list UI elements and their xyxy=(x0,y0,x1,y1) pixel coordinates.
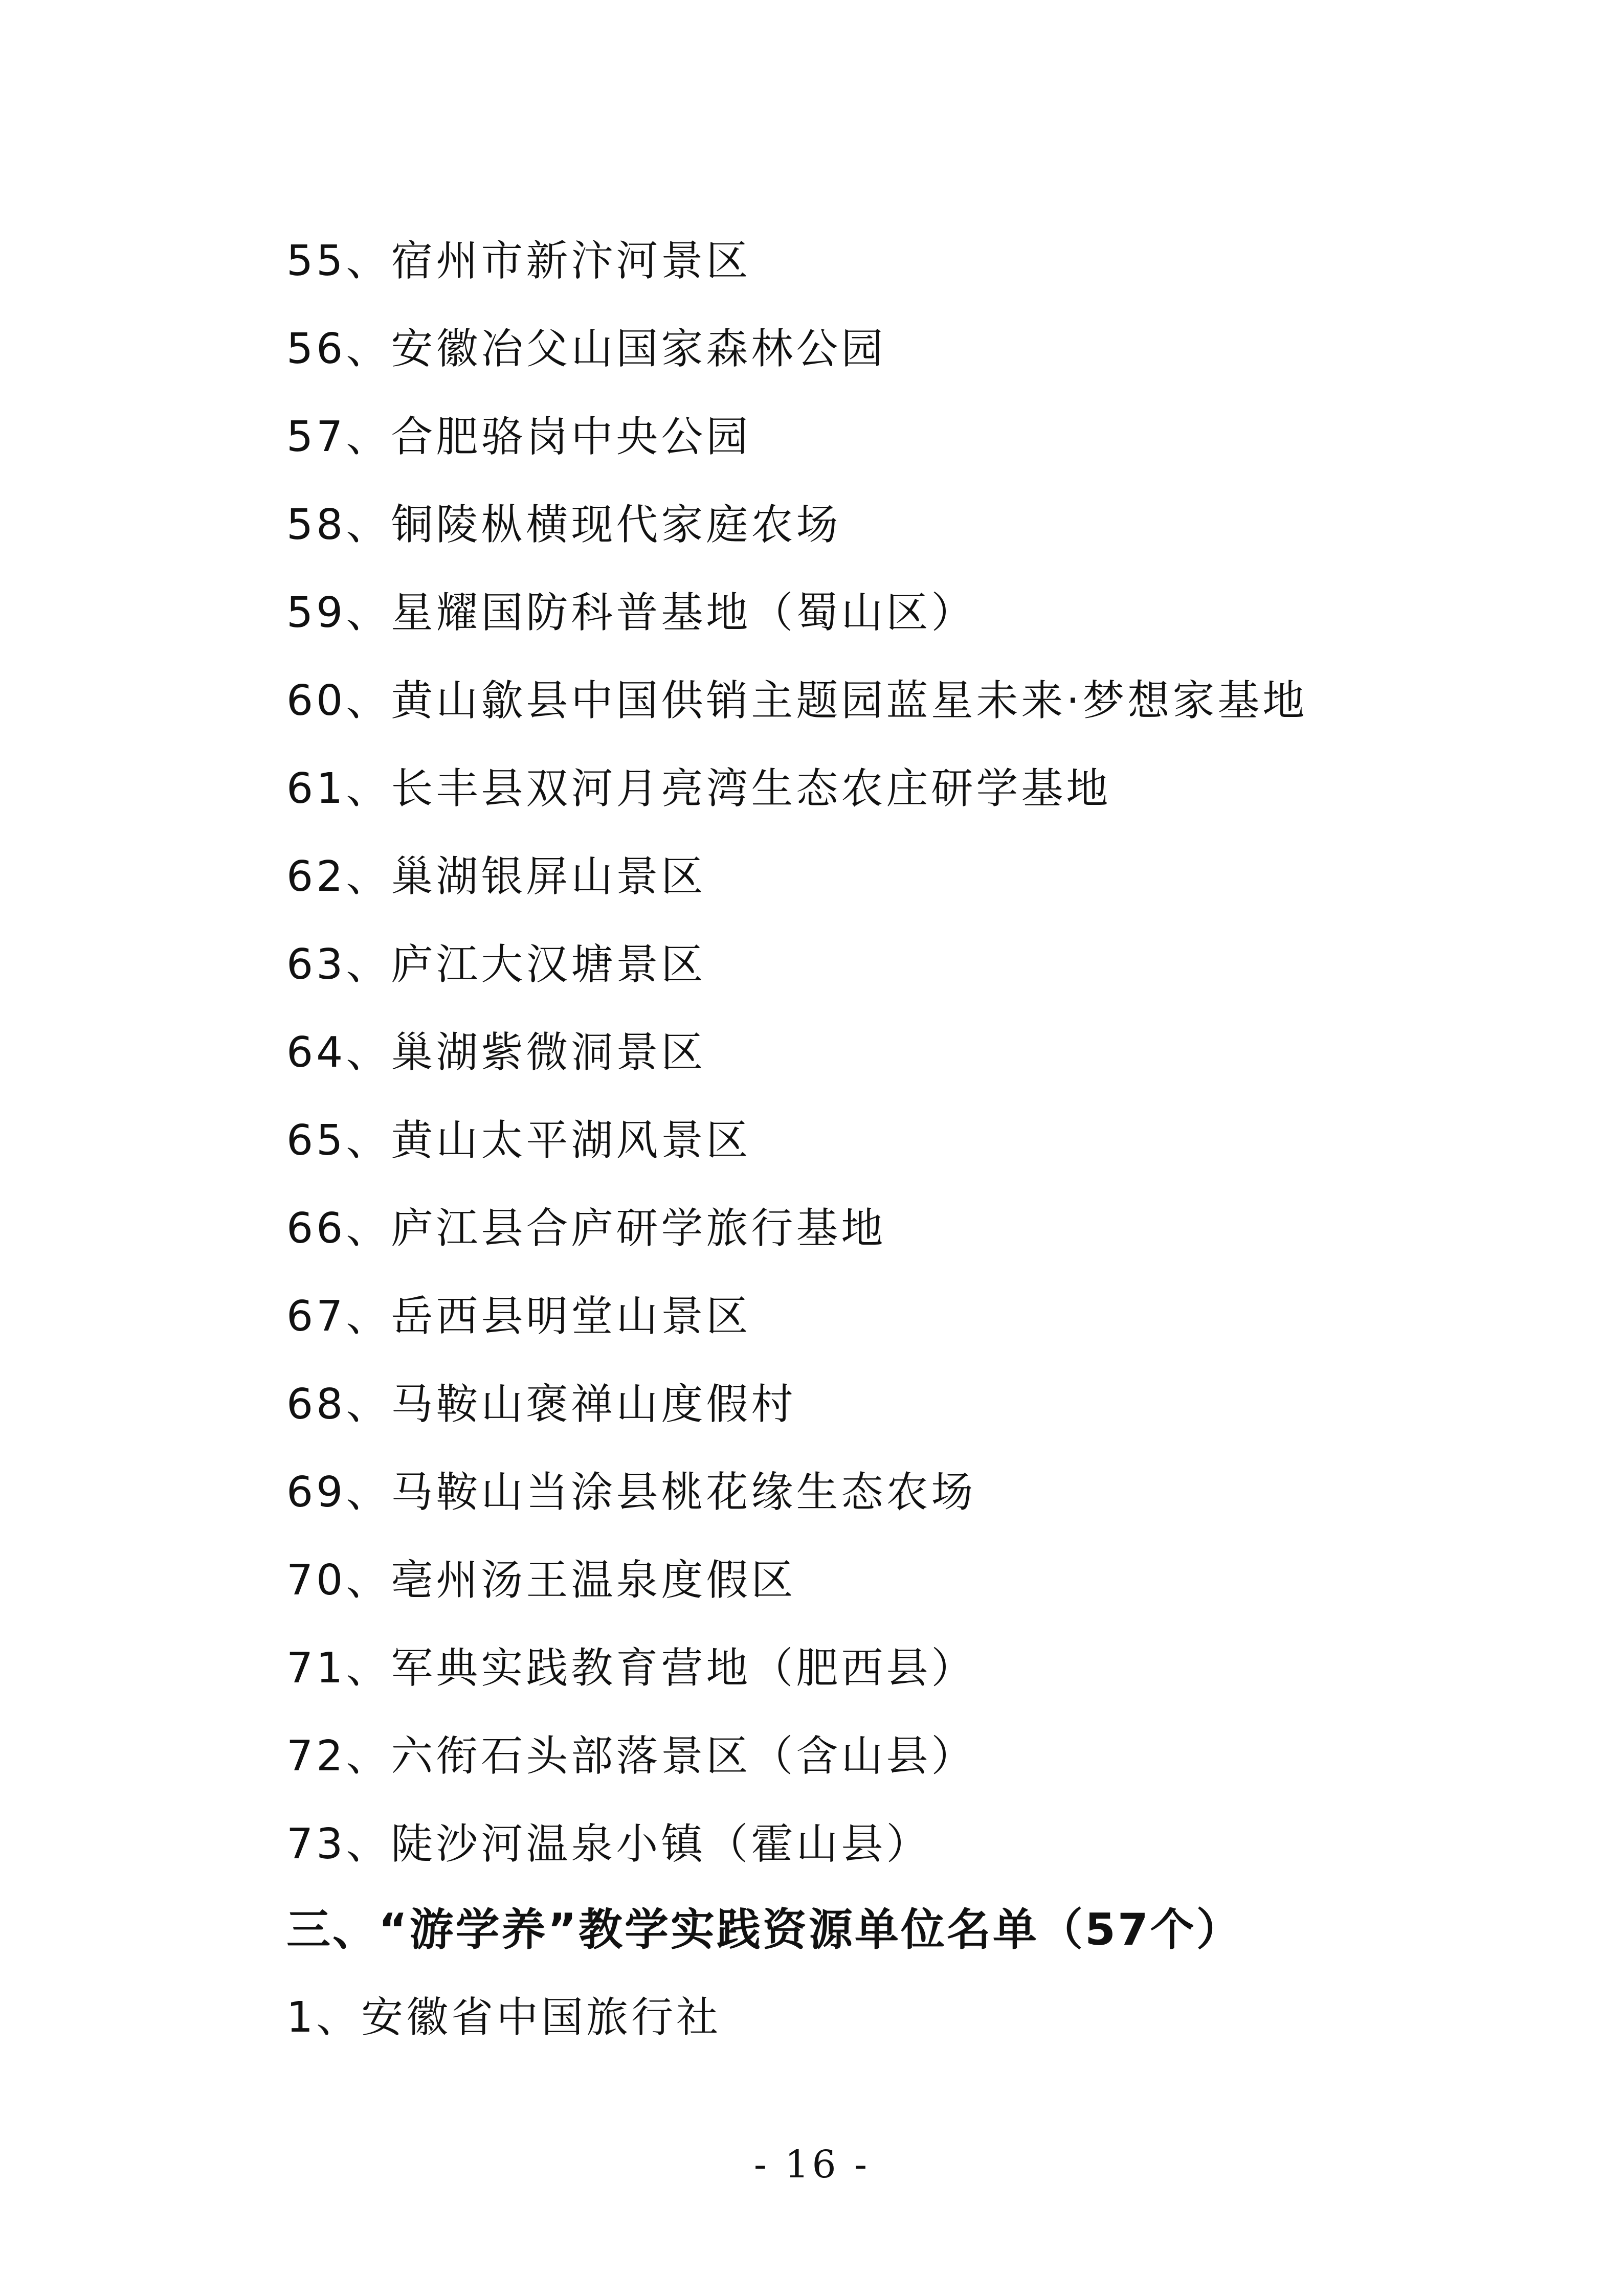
list-item: 72、六衔石头部落景区（含山县） xyxy=(286,1732,976,1781)
section-heading: 三、“游学养”教学实践资源单位名单（57个） xyxy=(286,1904,1242,1955)
list-item: 1、安徽省中国旅行社 xyxy=(286,1993,722,2042)
list-item: 66、庐江县合庐研学旅行基地 xyxy=(286,1204,886,1253)
list-item: 70、亳州汤王温泉度假区 xyxy=(286,1556,796,1605)
list-item: 71、军典实践教育营地（肥西县） xyxy=(286,1644,976,1693)
list-item: 55、宿州市新汴河景区 xyxy=(286,237,751,285)
list-item: 65、黄山太平湖风景区 xyxy=(286,1116,751,1165)
list-item: 73、陡沙河温泉小镇（霍山县） xyxy=(286,1820,931,1869)
resource-list xyxy=(286,217,1307,1888)
list-item: 60、黄山歙县中国供销主题园蓝星未来·梦想家基地 xyxy=(286,677,1308,725)
page-number: - 16 - xyxy=(753,2143,871,2187)
list-item: 62、巢湖银屏山景区 xyxy=(286,852,706,901)
list-item: 63、庐江大汉塘景区 xyxy=(286,940,706,989)
list-item: 69、马鞍山当涂县桃花缘生态农场 xyxy=(286,1468,976,1517)
list-item: 59、星耀国防科普基地（蜀山区） xyxy=(286,589,976,637)
list-item: 67、岳西县明堂山景区 xyxy=(286,1292,751,1341)
list-item: 64、巢湖紫微洞景区 xyxy=(286,1028,706,1077)
list-item: 57、合肥骆岗中央公园 xyxy=(286,413,751,461)
list-item: 61、长丰县双河月亮湾生态农庄研学基地 xyxy=(286,764,1111,813)
section-list xyxy=(286,1974,721,2062)
list-item: 68、马鞍山褒禅山度假村 xyxy=(286,1380,796,1429)
list-item: 58、铜陵枞横现代家庭农场 xyxy=(286,501,841,549)
list-item: 56、安徽冶父山国家森林公园 xyxy=(286,325,886,373)
